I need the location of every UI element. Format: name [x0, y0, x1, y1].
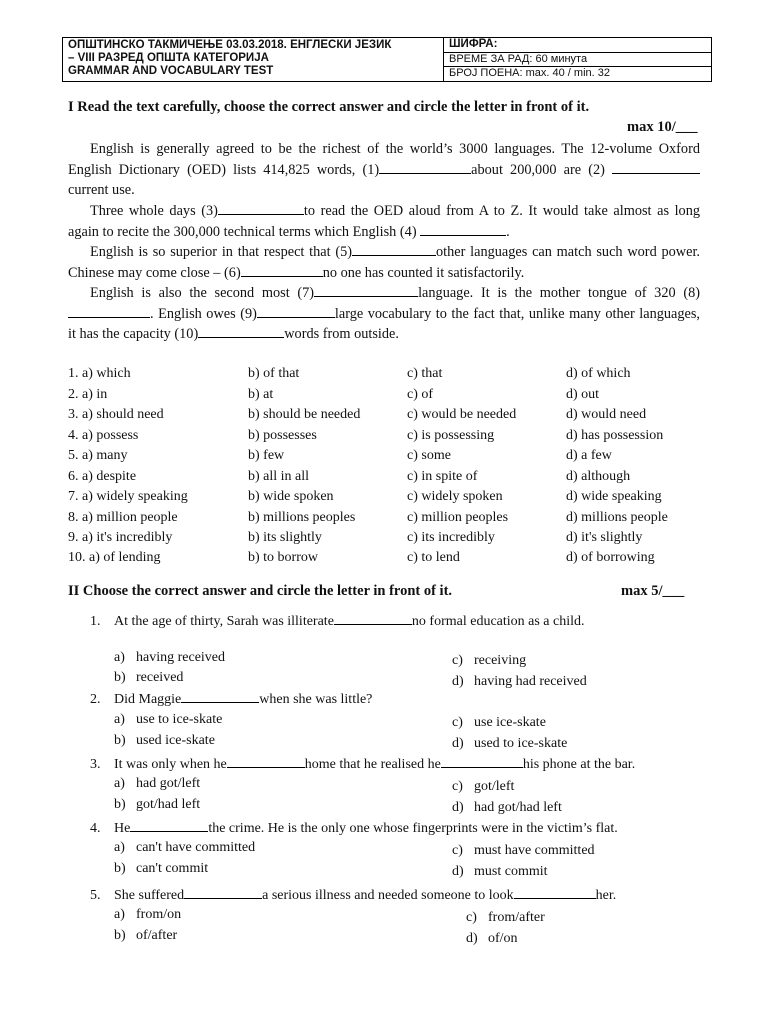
title-line-1: ОПШТИНСКО ТАКМИЧЕЊЕ 03.03.2018. ЕНГЛЕСКИ ЈЕЗИК [68, 39, 392, 51]
option-10-a[interactable]: 10. a) of lending [68, 550, 161, 565]
paragraph-4: English is also the second most (7) language. It is the mother tongue of 320 (8) . English owes (9) large vocabulary to the fact that, unlike many other languages, it has the capacity (10) words from outside. [68, 285, 700, 343]
blank-4[interactable] [420, 223, 506, 236]
question-number: 5. [90, 888, 101, 903]
option-1-a[interactable]: 1. a) which [68, 366, 131, 381]
answer-letter: d) [452, 800, 464, 815]
blank-10[interactable] [198, 325, 284, 338]
answer-text: got/had left [136, 797, 201, 812]
answer-3-c[interactable] [452, 779, 514, 795]
answer-letter: d) [452, 674, 464, 689]
answer-text: use ice-skate [474, 715, 546, 730]
answer-4-b[interactable] [114, 861, 208, 877]
option-7-d[interactable]: d) wide speaking [566, 489, 662, 504]
answer-letter: a) [114, 907, 125, 922]
answer-letter: a) [114, 650, 125, 665]
answer-text: used ice-skate [136, 733, 215, 748]
answer-letter: b) [114, 861, 126, 876]
paragraph-1: English is generally agreed to be the richest of the world’s 3000 languages. The 12-volume Oxford English Dictionary (OED) lists 414,825 words, (1) about 200,000 are (2) current use. [68, 141, 700, 199]
answer-letter: b) [114, 928, 126, 943]
question-number: 2. [90, 692, 101, 707]
option-9-b[interactable]: b) its slightly [248, 530, 322, 545]
answer-5-c[interactable] [466, 910, 545, 926]
answer-letter: a) [114, 776, 125, 791]
option-2-d[interactable]: d) out [566, 387, 600, 402]
answer-letter: d) [452, 864, 464, 879]
answer-text: had got/had left [474, 800, 562, 815]
answer-1-a[interactable] [114, 650, 225, 666]
question-text-middle: a serious illness and needed someone to look [262, 888, 514, 903]
option-4-a[interactable]: 4. a) possess [68, 428, 139, 443]
blank-9[interactable] [257, 305, 335, 318]
answer-text: got/left [474, 779, 515, 794]
option-8-b[interactable]: b) millions peoples [248, 510, 356, 525]
question-text-start: He [114, 821, 131, 836]
option-2-b[interactable]: b) at [248, 387, 274, 402]
answer-4-d[interactable] [452, 864, 548, 880]
question-number: 4. [90, 821, 101, 836]
question-blank[interactable] [334, 612, 412, 625]
option-7-c[interactable]: c) widely spoken [407, 489, 503, 504]
option-2-a[interactable]: 2. a) in [68, 387, 108, 402]
question-3 [90, 755, 635, 773]
answer-3-d[interactable] [452, 800, 562, 816]
question-text-start: Did Maggie [114, 692, 182, 707]
answer-3-a[interactable] [114, 776, 200, 792]
option-8-a[interactable]: 8. a) million people [68, 510, 178, 525]
answer-text: of/after [136, 928, 178, 943]
paragraph-2: Three whole days (3) to read the OED aloud from A to Z. It would take almost as long again to recite the 300,000 technical terms which English (4) . [68, 203, 701, 240]
answer-4-a[interactable] [114, 840, 255, 856]
question-blank[interactable] [227, 755, 305, 768]
question-blank[interactable] [514, 886, 596, 899]
option-8-d[interactable]: d) millions people [566, 510, 668, 525]
question-text-end: no formal education as a child. [411, 614, 585, 629]
section2-max: max 5/___ [621, 583, 685, 599]
question-text-middle: home that he realised he [304, 757, 441, 772]
question-text-end: his phone at the bar. [522, 757, 636, 772]
option-5-b[interactable]: b) few [248, 448, 285, 463]
question-5 [90, 886, 616, 904]
answer-text: receiving [474, 653, 527, 668]
option-3-d[interactable]: d) would need [566, 407, 647, 422]
question-text-end: when she was little? [259, 692, 373, 707]
option-9-c[interactable]: c) its incredibly [407, 530, 495, 545]
answer-text: received [136, 670, 184, 685]
answer-text: having received [136, 650, 226, 665]
option-3-c[interactable]: c) would be needed [407, 407, 517, 422]
answer-2-d[interactable] [452, 736, 567, 752]
option-4-d[interactable]: d) has possession [566, 428, 664, 443]
header-table [62, 37, 712, 82]
time-label: ВРЕМЕ ЗА РАД: 60 минута [444, 52, 712, 67]
answer-letter: d) [466, 931, 478, 946]
question-blank[interactable] [441, 755, 523, 768]
answer-letter: b) [114, 733, 126, 748]
blank-7[interactable] [314, 284, 418, 297]
question-number: 1. [90, 614, 101, 629]
option-3-a[interactable]: 3. a) should need [68, 407, 164, 422]
option-10-d[interactable]: d) of borrowing [566, 550, 655, 565]
answer-letter: c) [452, 653, 463, 668]
option-10-c[interactable]: c) to lend [407, 550, 460, 565]
option-6-d[interactable]: d) although [566, 469, 631, 484]
title-line-3: GRAMMAR AND VOCABULARY TEST [68, 65, 274, 77]
answer-text: of/on [488, 931, 518, 946]
question-1 [90, 612, 585, 630]
question-4 [90, 819, 618, 837]
answer-letter: b) [114, 670, 126, 685]
question-number: 3. [90, 757, 101, 772]
option-1-b[interactable]: b) of that [248, 366, 300, 381]
answer-text: can't commit [136, 861, 209, 876]
section2-title: II Choose the correct answer and circle the letter in front of it. [68, 583, 453, 599]
blank-3[interactable] [218, 202, 304, 215]
option-7-a[interactable]: 7. a) widely speaking [68, 489, 188, 504]
answer-4-c[interactable] [452, 843, 595, 859]
option-1-c[interactable]: c) that [407, 366, 443, 381]
question-text-start: At the age of thirty, Sarah was illiterate [114, 614, 334, 629]
option-3-b[interactable]: b) should be needed [248, 407, 361, 422]
option-5-c[interactable]: c) some [407, 448, 451, 463]
blank-8[interactable] [68, 305, 150, 318]
question-text-start: It was only when he [114, 757, 227, 772]
paragraph-3: English is so superior in that respect that (5) other languages can match such word power. Chinese may come close – (6) no one has counted it satisfactorily. [68, 244, 700, 281]
answer-letter: c) [452, 715, 463, 730]
question-2 [90, 690, 372, 708]
question-text-end: the crime. He is the only one whose fingerprints were in the victim’s flat. [208, 821, 618, 836]
blank-1[interactable] [379, 161, 471, 174]
answer-text: use to ice-skate [136, 712, 223, 727]
answer-letter: c) [466, 910, 477, 925]
answer-5-d[interactable] [466, 931, 518, 947]
answer-letter: c) [452, 843, 463, 858]
section1-max: max 10/___ [627, 119, 698, 135]
question-blank[interactable] [181, 690, 259, 703]
section1-title: I Read the text carefully, choose the correct answer and circle the letter in front of it. [68, 99, 590, 115]
option-6-c[interactable]: c) in spite of [407, 469, 478, 484]
option-7-b[interactable]: b) wide spoken [248, 489, 334, 504]
question-text-end: her. [595, 888, 617, 903]
answer-2-b[interactable] [114, 733, 215, 749]
blank-6[interactable] [241, 264, 323, 277]
option-6-a[interactable]: 6. a) despite [68, 469, 137, 484]
answer-letter: b) [114, 797, 126, 812]
option-1-d[interactable]: d) of which [566, 366, 631, 381]
title-line-2: – VIII РАЗРЕД ОПШТА КАТЕГОРИЈА [68, 52, 269, 64]
blank-2[interactable] [612, 161, 700, 174]
answer-letter: a) [114, 840, 125, 855]
answer-letter: d) [452, 736, 464, 751]
answer-text: used to ice-skate [474, 736, 568, 751]
answer-text: had got/left [136, 776, 201, 791]
blank-5[interactable] [352, 243, 436, 256]
answer-2-c[interactable] [452, 715, 546, 731]
answer-1-b[interactable] [114, 670, 183, 686]
answer-3-b[interactable] [114, 797, 200, 813]
answer-1-c[interactable] [452, 653, 526, 669]
answer-text: must commit [474, 864, 548, 879]
answer-letter: c) [452, 779, 463, 794]
points-label: БРОЈ ПОЕНА: max. 40 / min. 32 [444, 67, 712, 82]
option-5-a[interactable]: 5. a) many [68, 448, 128, 463]
answer-text: having had received [474, 674, 587, 689]
answer-text: must have committed [474, 843, 595, 858]
answer-letter: a) [114, 712, 125, 727]
question-blank[interactable] [184, 886, 262, 899]
option-9-d[interactable]: d) it's slightly [566, 530, 643, 545]
option-6-b[interactable]: b) all in all [248, 469, 310, 484]
answer-text: can't have committed [136, 840, 256, 855]
code-label: ШИФРА: [444, 38, 712, 53]
answer-2-a[interactable] [114, 712, 222, 728]
answer-5-b[interactable] [114, 928, 177, 944]
option-2-c[interactable]: c) of [407, 387, 434, 402]
option-9-a[interactable]: 9. a) it's incredibly [68, 530, 173, 545]
question-blank[interactable] [130, 819, 208, 832]
answer-1-d[interactable] [452, 674, 587, 690]
option-4-b[interactable]: b) possesses [248, 428, 317, 443]
option-5-d[interactable]: d) a few [566, 448, 612, 463]
answer-text: from/after [488, 910, 545, 925]
competition-title [63, 38, 444, 82]
question-text-start: She suffered [114, 888, 185, 903]
answer-text: from/on [136, 907, 182, 922]
option-8-c[interactable]: c) million peoples [407, 510, 509, 525]
option-4-c[interactable]: c) is possessing [407, 428, 495, 443]
answer-5-a[interactable] [114, 907, 181, 923]
option-10-b[interactable]: b) to borrow [248, 550, 318, 565]
